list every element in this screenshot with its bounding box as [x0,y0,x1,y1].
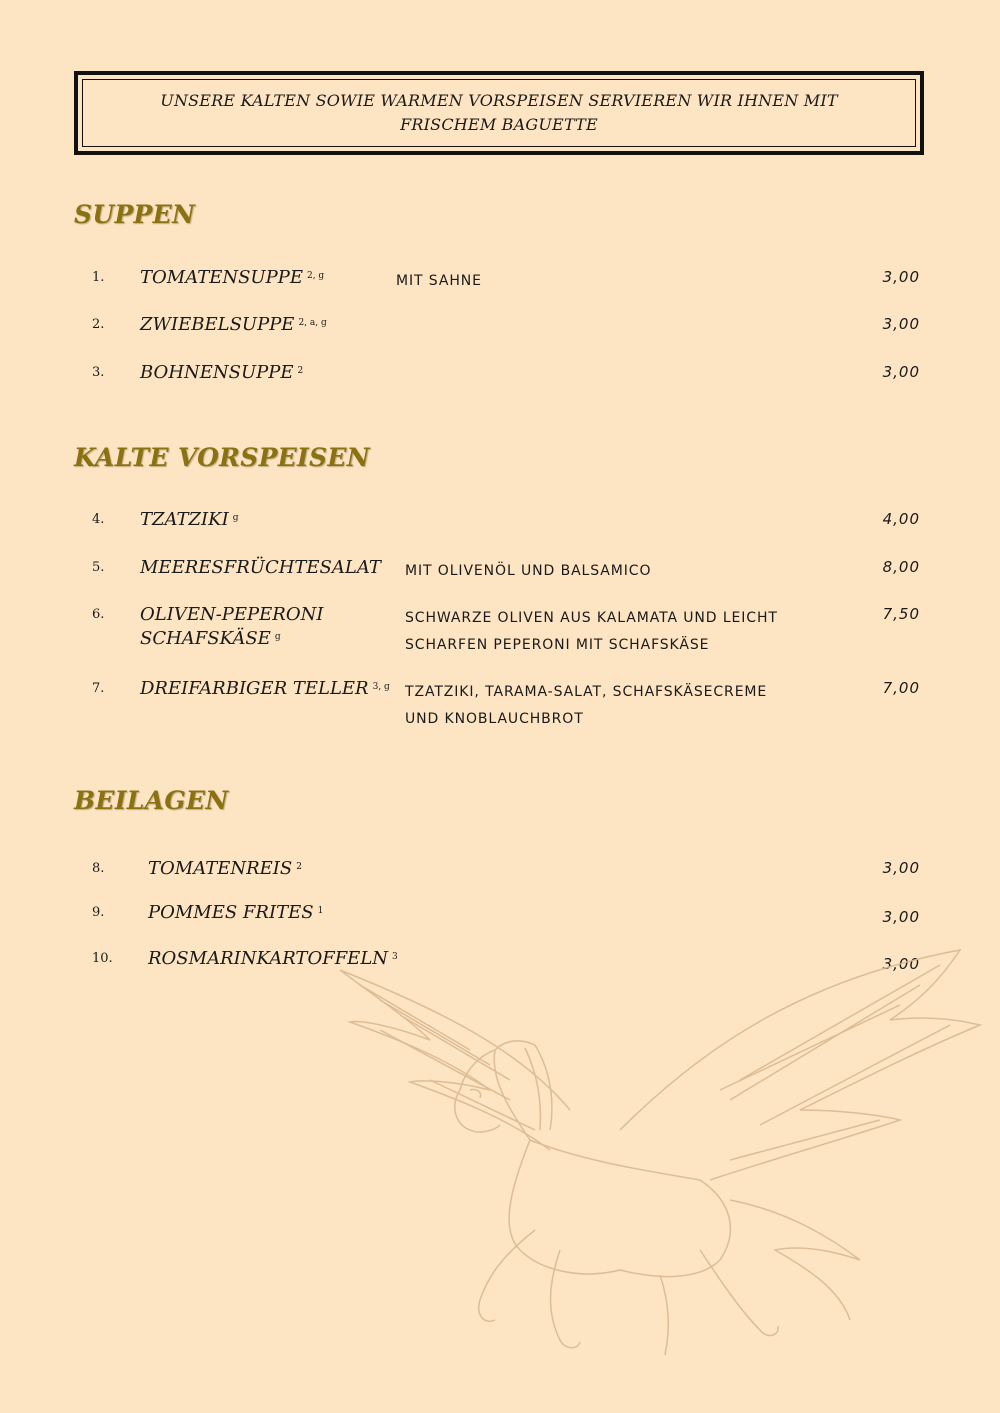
item-price: 8,00 [882,558,920,576]
item-name-text: ZWIEBELSUPPE [140,314,295,335]
item-allergens: 3, g [372,682,390,692]
item-name [140,361,303,385]
item-name-text: TOMATENSUPPE [140,267,303,288]
item-allergens: 2 [296,862,302,872]
item-description: MIT SAHNE [396,273,482,289]
item-name-text: DREIFARBIGER TELLER [140,678,369,699]
item-description [405,605,778,659]
item-price: 3,00 [882,363,920,381]
item-name-text: OLIVEN-PEPERONI [140,604,324,625]
item-number: 1. [92,270,105,285]
item-allergens: 3 [392,952,398,962]
item-price: 3,00 [882,268,920,286]
item-number: 9. [92,905,105,920]
item-allergens: g [232,513,239,523]
item-price: 3,00 [882,859,920,877]
notice-inner-frame [82,79,916,147]
item-number: 8. [92,861,105,876]
item-name-text: ROSMARINKARTOFFELN [148,948,389,969]
item-name-text: TOMATENREIS [148,858,293,879]
pegasus-icon [320,930,1000,1370]
item-description-line-1: TZATZIKI, TARAMA-SALAT, SCHAFSKÄSECREME [405,684,768,700]
item-price: 3,00 [882,908,920,926]
item-name [140,603,323,651]
item-name [140,266,324,290]
section-title-kalte-vorspeisen: KALTE VORSPEISEN [74,443,370,472]
item-name-text: TZATZIKI [140,509,229,530]
section-title-beilagen: BEILAGEN [74,786,229,815]
notice-text [139,89,859,137]
item-name-text-line-2: SCHAFSKÄSE [140,628,271,649]
item-number: 2. [92,317,105,332]
item-name-text: POMMES FRITES [148,902,314,923]
item-name [140,556,381,580]
item-price: 7,00 [882,679,920,697]
notice-box [74,71,924,155]
item-allergens: 2, g [306,271,325,281]
item-name [140,313,327,337]
item-number: 3. [92,365,105,380]
item-description-line-2: SCHARFEN PEPERONI MIT SCHAFSKÄSE [405,637,710,653]
item-price: 7,50 [882,605,920,623]
item-allergens: 1 [317,906,324,916]
item-number: 7. [92,681,105,696]
item-name [148,857,302,881]
item-description: MIT OLIVENÖL UND BALSAMICO [405,563,652,579]
notice-line-2: FRISCHEM BAGUETTE [400,115,598,134]
item-price: 4,00 [882,510,920,528]
item-allergens: g [274,632,281,642]
item-name [148,901,323,925]
item-price: 3,00 [882,315,920,333]
section-title-suppen: SUPPEN [74,200,196,229]
item-number: 4. [92,512,105,527]
item-allergens: 2, a, g [298,318,327,328]
item-description-line-1: SCHWARZE OLIVEN AUS KALAMATA UND LEICHT [405,610,778,626]
item-number: 6. [92,607,105,622]
item-name [140,677,390,701]
item-name-text: MEERESFRÜCHTESALAT [140,557,381,578]
item-description-line-2: UND KNOBLAUCHBROT [405,711,584,727]
item-description [405,679,767,733]
item-allergens: 2 [297,366,304,376]
item-number: 10. [92,951,113,966]
item-name [140,508,238,532]
item-number: 5. [92,560,105,575]
notice-line-1: UNSERE KALTEN SOWIE WARMEN VORSPEISEN SERVIEREN WIR IHNEN MIT [160,91,838,110]
item-name-text: BOHNENSUPPE [140,362,294,383]
item-price: 3,00 [882,955,920,973]
